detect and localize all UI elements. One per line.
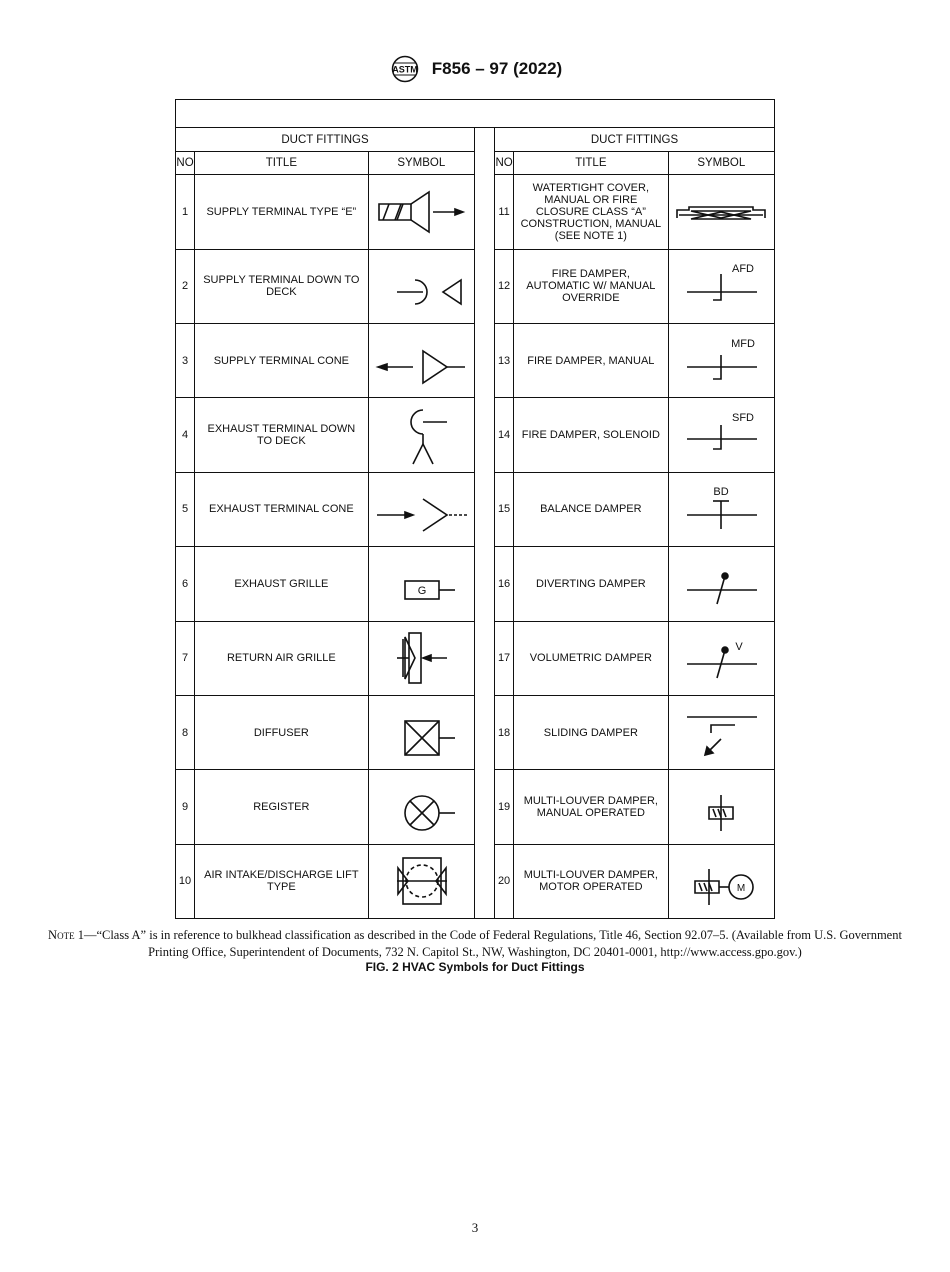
symbol-label: MFD <box>731 337 756 350</box>
row-title: SUPPLY TERMINAL CONE <box>195 324 369 398</box>
row-title: SUPPLY TERMINAL TYPE “E” <box>195 175 369 249</box>
diverting-damper-symbol-icon <box>669 554 773 614</box>
volumetric-damper-symbol-icon <box>669 628 773 688</box>
row-title: FIRE DAMPER, MANUAL <box>514 324 669 398</box>
row-number: 2 <box>176 249 195 323</box>
row-title: REGISTER <box>195 770 369 844</box>
row-number: 10 <box>176 844 195 918</box>
row-title: DIFFUSER <box>195 695 369 769</box>
row-number: 8 <box>176 695 195 769</box>
symbol-cell <box>668 547 774 621</box>
supply-terminal-type-e-symbol-icon <box>369 182 473 242</box>
note-text: —“Class A” is in reference to bulkhead classification as described in the Code of Federal Regulations, Title 46, Section 92.07–5. (Available from U.S. Government Printing Office, Superintendent of Documents, 732 N. Capitol St., NW, Washington, DC 20401-0001, http://www.access.gpo.gov.) <box>83 928 902 959</box>
row-number: 14 <box>495 398 514 472</box>
row-number: 9 <box>176 770 195 844</box>
symbol-cell <box>668 472 774 546</box>
row-number: 3 <box>176 324 195 398</box>
row-title: FIRE DAMPER, AUTOMATIC W/ MANUAL OVERRIDE <box>514 249 669 323</box>
symbol-cell <box>368 621 474 695</box>
symbol-cell <box>668 695 774 769</box>
astm-logo-icon <box>388 54 422 84</box>
symbol-label: AFD <box>732 263 755 276</box>
symbol-label: BD <box>713 486 729 499</box>
watertight-cover-symbol-icon <box>669 182 773 242</box>
note-lead: Note 1 <box>48 928 84 942</box>
exhaust-grille-symbol-icon <box>369 554 473 614</box>
symbol-cell <box>668 398 774 472</box>
row-title: FIRE DAMPER, SOLENOID <box>514 398 669 472</box>
symbol-cell <box>368 472 474 546</box>
group-header-right: DUCT FITTINGS <box>495 128 775 152</box>
multi-louver-damper-motor-symbol-icon <box>669 851 773 911</box>
row-title: MULTI-LOUVER DAMPER, MANUAL OPERATED <box>514 770 669 844</box>
page-number: 3 <box>471 1220 479 1235</box>
symbol-label: SFD <box>732 412 755 425</box>
row-title: BALANCE DAMPER <box>514 472 669 546</box>
row-title: EXHAUST TERMINAL CONE <box>195 472 369 546</box>
symbol-cell <box>668 324 774 398</box>
row-title: SUPPLY TERMINAL DOWN TO DECK <box>195 249 369 323</box>
symbol-label: M <box>737 883 746 895</box>
sliding-damper-symbol-icon <box>669 703 773 763</box>
row-number: 7 <box>176 621 195 695</box>
row-title: VOLUMETRIC DAMPER <box>514 621 669 695</box>
register-symbol-icon <box>369 777 473 837</box>
symbol-cell <box>668 621 774 695</box>
symbol-cell <box>368 324 474 398</box>
col-header-no: NO <box>176 152 195 175</box>
row-title: MULTI-LOUVER DAMPER, MOTOR OPERATED <box>514 844 669 918</box>
symbol-cell <box>368 844 474 918</box>
row-number: 13 <box>495 324 514 398</box>
row-number: 15 <box>495 472 514 546</box>
symbol-cell <box>368 249 474 323</box>
row-number: 5 <box>176 472 195 546</box>
row-number: 17 <box>495 621 514 695</box>
symbol-label: G <box>418 584 427 597</box>
multi-louver-damper-manual-symbol-icon <box>669 777 773 837</box>
symbol-cell <box>368 695 474 769</box>
fire-damper-automatic-symbol-icon <box>669 256 773 316</box>
symbol-cell <box>668 770 774 844</box>
row-number: 12 <box>495 249 514 323</box>
row-number: 4 <box>176 398 195 472</box>
row-number: 19 <box>495 770 514 844</box>
col-header-no: NO <box>495 152 514 175</box>
row-title: RETURN AIR GRILLE <box>195 621 369 695</box>
row-title: EXHAUST TERMINAL DOWN TO DECK <box>195 398 369 472</box>
table-gutter <box>474 128 494 919</box>
symbol-cell <box>668 175 774 249</box>
row-number: 1 <box>176 175 195 249</box>
return-air-grille-symbol-icon <box>369 625 473 691</box>
row-number: 16 <box>495 547 514 621</box>
air-intake-discharge-symbol-icon <box>369 848 473 914</box>
duct-fittings-table <box>175 99 775 919</box>
col-header-symbol: SYMBOL <box>668 152 774 175</box>
symbol-cell <box>668 844 774 918</box>
document-header <box>0 52 950 86</box>
row-title: SLIDING DAMPER <box>514 695 669 769</box>
symbol-cell <box>368 398 474 472</box>
document-designation: F856 – 97 (2022) <box>431 59 563 78</box>
group-header-left: DUCT FITTINGS <box>176 128 475 152</box>
symbol-cell <box>368 547 474 621</box>
symbol-cell <box>668 249 774 323</box>
row-title: EXHAUST GRILLE <box>195 547 369 621</box>
diffuser-symbol-icon <box>369 703 473 763</box>
row-number: 6 <box>176 547 195 621</box>
col-header-symbol: SYMBOL <box>368 152 474 175</box>
figure-caption: FIG. 2 HVAC Symbols for Duct Fittings <box>365 960 585 974</box>
balance-damper-symbol-icon <box>669 479 773 539</box>
symbol-cell <box>368 770 474 844</box>
table-top-blank-row <box>176 100 775 128</box>
fire-damper-manual-symbol-icon <box>669 331 773 391</box>
row-number: 18 <box>495 695 514 769</box>
col-header-title: TITLE <box>514 152 669 175</box>
symbol-label: V <box>735 641 743 654</box>
exhaust-terminal-cone-symbol-icon <box>369 479 473 539</box>
symbol-cell <box>368 175 474 249</box>
row-title: DIVERTING DAMPER <box>514 547 669 621</box>
row-title: AIR INTAKE/DISCHARGE LIFT TYPE <box>195 844 369 918</box>
supply-terminal-down-to-deck-symbol-icon <box>369 256 473 316</box>
row-title: WATERTIGHT COVER, MANUAL OR FIRE CLOSURE CLASS “A” CONSTRUCTION, MANUAL (SEE NOTE 1) <box>514 175 669 249</box>
logo-text: ASTM <box>392 64 418 75</box>
fire-damper-solenoid-symbol-icon <box>669 405 773 465</box>
row-number: 11 <box>495 175 514 249</box>
table-note <box>40 927 910 961</box>
row-number: 20 <box>495 844 514 918</box>
exhaust-terminal-down-to-deck-symbol-icon <box>369 402 473 468</box>
col-header-title: TITLE <box>195 152 369 175</box>
supply-terminal-cone-symbol-icon <box>369 331 473 391</box>
